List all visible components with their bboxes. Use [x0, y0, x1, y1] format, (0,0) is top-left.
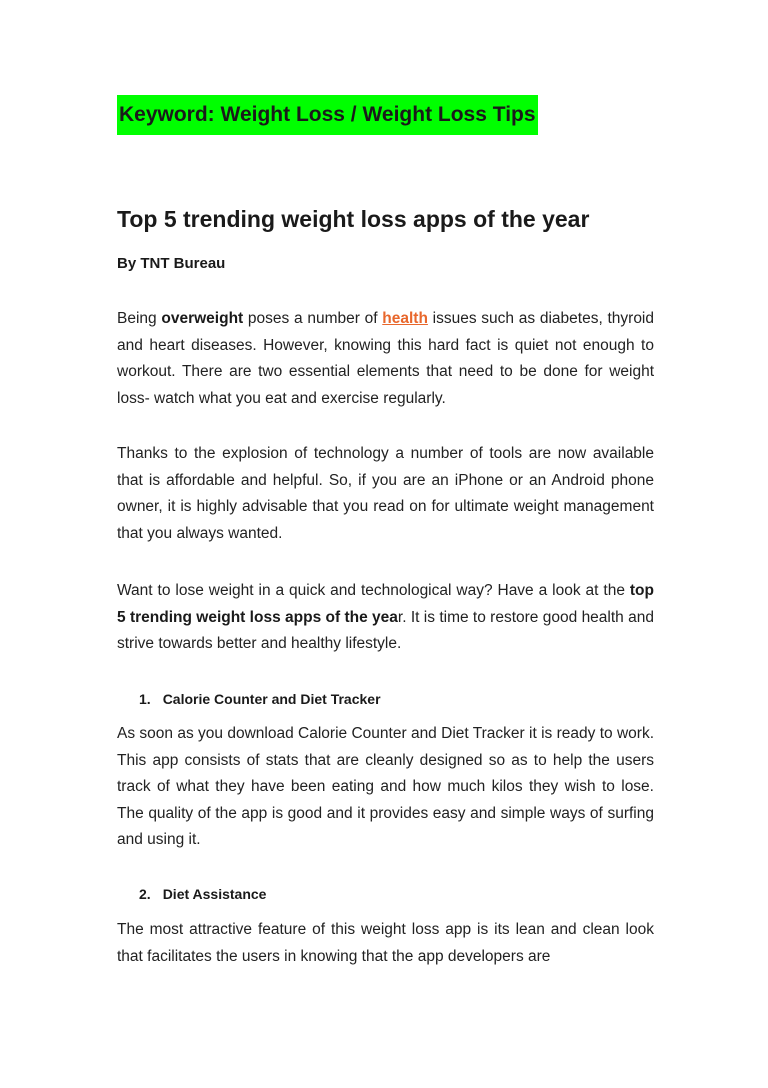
technology-paragraph: Thanks to the explosion of technology a number of tools are now available that is affordable and helpful. So, if you are an iPhone or an Android phone owner, it is highly advisable that you read on for ultimate weight management that you always wanted. — [117, 445, 654, 542]
trending-bold: top 5 trending weight loss apps of the yea — [117, 582, 654, 626]
list-heading-text: Calorie Counter and Diet Tracker — [162, 691, 381, 707]
list-item-heading — [139, 886, 266, 902]
list-item-paragraph: The most attractive feature of this weight loss app is its lean and clean look that facilitates the users in knowing that the app developers are — [117, 921, 654, 965]
intro-paragraph — [117, 306, 654, 412]
intro-text-1: Being — [117, 310, 162, 327]
keyword-highlight: Keyword: Weight Loss / Weight Loss Tips — [117, 95, 538, 135]
article-title: Top 5 trending weight loss apps of the year — [117, 206, 590, 232]
trending-paragraph — [117, 578, 654, 658]
list-item-heading — [139, 691, 381, 707]
intro-text-3: issues such as diabetes, thyroid and heart diseases. However, knowing this hard fact is quiet not enough to workout. There are two essential elements that need to be done for weight loss- watch what you eat and exercise regularly. — [117, 310, 654, 407]
trending-text-2: r. It is time to restore good health and strive towards better and healthy lifestyle. — [117, 608, 654, 652]
list-heading-text: Diet Assistance — [162, 886, 267, 902]
list-number: 2. — [139, 886, 151, 902]
trending-text-1: Want to lose weight in a quick and technological way? Have a look at the — [117, 582, 630, 599]
health-link[interactable]: health — [382, 310, 428, 327]
list-item-paragraph: As soon as you download Calorie Counter and Diet Tracker it is ready to work. This app consists of stats that are cleanly designed so as to help the users track of what they have been eating and how much kilos they wish to lose. The quality of the app is good and it provides easy and simple ways of surfing and using it. — [117, 725, 654, 848]
intro-text-2: poses a number of — [243, 310, 383, 327]
overweight-bold: overweight — [161, 310, 244, 327]
byline: By TNT Bureau — [117, 255, 226, 272]
list-number: 1. — [139, 691, 151, 707]
